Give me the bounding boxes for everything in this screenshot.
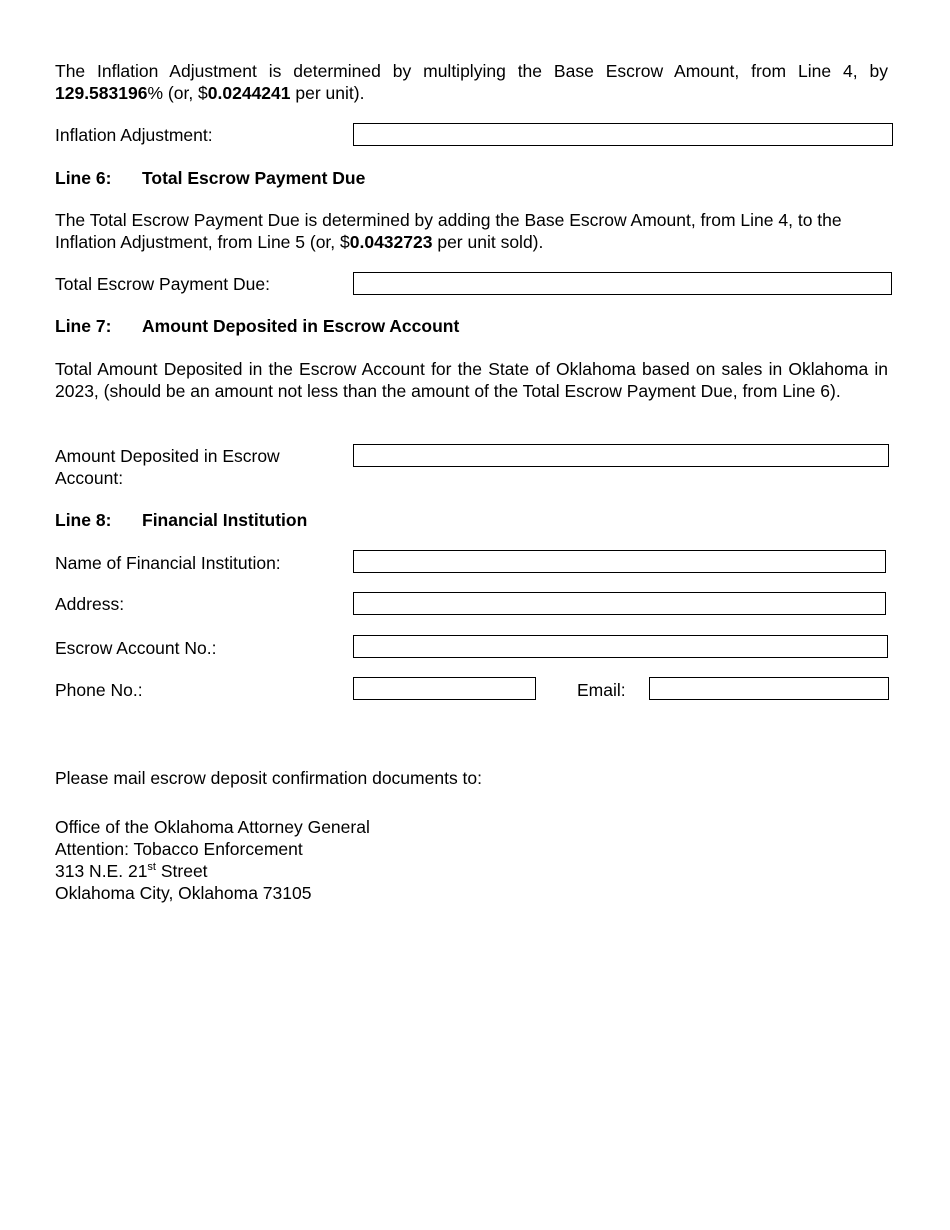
total-escrow-description [55,209,888,253]
line8-heading [55,509,307,531]
address-line-3 [55,860,370,882]
escrow-account-field[interactable] [353,635,888,658]
inflation-adjustment-field[interactable] [353,123,893,146]
address-field[interactable] [353,592,886,615]
street-number: 313 N.E. 21 [55,861,148,881]
line7-number: Line 7: [55,316,112,336]
description-text: The Total Escrow Payment Due is determined by adding the Base Escrow Amount, from Line 4, to the Inflation Adjustment, from Line 5 (or, $ [55,210,842,252]
inflation-percent: 129.583196 [55,83,148,103]
description-text: per unit sold). [432,232,544,252]
line7-heading [55,315,459,337]
line8-title: Financial Institution [142,510,308,530]
mailing-address [55,816,370,904]
line6-heading [55,167,365,189]
total-per-unit: 0.0432723 [349,232,433,252]
amount-deposited-description: Total Amount Deposited in the Escrow Account for the State of Oklahoma based on sales in Oklahoma in 2023, (should be an amount not less than the amount of the Total Escrow Payment Due, from Line 6). [55,359,888,401]
address-line-1: Office of the Oklahoma Attorney General [55,817,370,837]
mailing-instruction: Please mail escrow deposit confirmation documents to: [55,768,483,788]
institution-name-field[interactable] [353,550,886,573]
total-escrow-label: Total Escrow Payment Due: [55,274,270,294]
description-text: The Inflation Adjustment is determined by multiplying the Base Escrow Amount, from Line 4, by [55,61,888,81]
address-label: Address: [55,594,125,614]
ordinal-suffix: st [147,861,156,873]
inflation-per-unit: 0.0244241 [207,83,291,103]
total-escrow-field[interactable] [353,272,892,295]
phone-label: Phone No.: [55,680,143,700]
line7-title: Amount Deposited in Escrow Account [142,316,460,336]
inflation-adjustment-label: Inflation Adjustment: [55,125,213,145]
description-text: % (or, $ [147,83,208,103]
email-label: Email: [577,680,626,700]
address-line-2: Attention: Tobacco Enforcement [55,839,303,859]
address-line-4: Oklahoma City, Oklahoma 73105 [55,883,312,903]
amount-deposited-label: Amount Deposited in Escrow Account: [55,446,280,488]
institution-name-label: Name of Financial Institution: [55,553,281,573]
line6-title: Total Escrow Payment Due [142,168,366,188]
email-field[interactable] [649,677,889,700]
amount-deposited-field[interactable] [353,444,889,467]
line8-number: Line 8: [55,510,112,530]
description-text: per unit). [290,83,365,103]
street-suffix: Street [155,861,208,881]
line6-number: Line 6: [55,168,112,188]
inflation-adjustment-description [55,60,888,104]
phone-field[interactable] [353,677,536,700]
escrow-account-label: Escrow Account No.: [55,638,217,658]
